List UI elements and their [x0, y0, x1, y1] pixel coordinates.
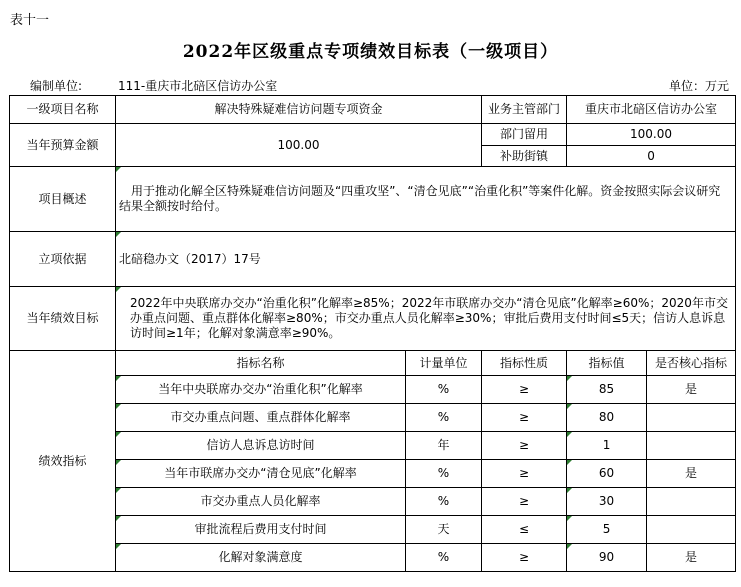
indicator-value: 85	[567, 376, 647, 404]
indicator-value: 60	[567, 460, 647, 488]
row-budget	[10, 124, 736, 146]
row-basis	[10, 232, 736, 287]
annual-goal-value: 2022年中央联席办交办“治重化积”化解率≥85%；2022年市联席办交办“清仓见底”化解率≥60%；2020年市交办重点问题、重点群体化解率≥80%；市交办重点人员化解率≥30%；审批后费用支付时间≤5天；信访人息诉息访时间≥1年；化解对象满意率≥90%。	[116, 287, 736, 351]
column-header-name: 指标名称	[116, 351, 406, 376]
indicator-unit: %	[406, 376, 482, 404]
indicator-value: 30	[567, 488, 647, 516]
indicator-nature: ≥	[482, 488, 567, 516]
indicator-value: 90	[567, 544, 647, 572]
indicator-name: 信访人息诉息访时间	[116, 432, 406, 460]
table-row	[10, 432, 736, 460]
row-project-name	[10, 96, 736, 124]
indicator-name: 市交办重点人员化解率	[116, 488, 406, 516]
subsidy-label: 补助街镇	[482, 146, 567, 167]
indicator-nature: ≥	[482, 432, 567, 460]
table-row	[10, 516, 736, 544]
compiling-unit-label: 编制单位:	[30, 79, 83, 93]
indicator-value: 1	[567, 432, 647, 460]
indicator-section-label: 绩效指标	[10, 351, 116, 572]
indicator-nature: ≥	[482, 544, 567, 572]
indicator-nature: ≥	[482, 376, 567, 404]
overview-label: 项目概述	[10, 167, 116, 232]
indicator-name: 当年中央联席办交办“治重化积”化解率	[116, 376, 406, 404]
table-number: 表十一	[10, 13, 50, 28]
table-row	[10, 460, 736, 488]
indicator-header-row	[10, 351, 736, 376]
basis-label: 立项依据	[10, 232, 116, 287]
indicator-nature: ≥	[482, 404, 567, 432]
table-row	[10, 376, 736, 404]
indicator-core	[647, 432, 736, 460]
indicator-value: 5	[567, 516, 647, 544]
compiling-unit-value: 111-重庆市北碚区信访办公室	[118, 79, 278, 93]
table-row	[10, 488, 736, 516]
project-name-value: 解决特殊疑难信访问题专项资金	[116, 96, 482, 124]
money-unit: 单位：万元	[668, 79, 729, 93]
department-value: 重庆市北碚区信访办公室	[567, 96, 736, 124]
indicator-name: 审批流程后费用支付时间	[116, 516, 406, 544]
indicator-core	[647, 488, 736, 516]
indicator-core	[647, 404, 736, 432]
indicator-unit: %	[406, 544, 482, 572]
row-overview	[10, 167, 736, 232]
indicator-unit: %	[406, 488, 482, 516]
indicator-value: 80	[567, 404, 647, 432]
table-row	[10, 544, 736, 572]
dept-reserve-label: 部门留用	[482, 124, 567, 146]
indicator-unit: 天	[406, 516, 482, 544]
column-header-unit: 计量单位	[406, 351, 482, 376]
indicator-nature: ≥	[482, 460, 567, 488]
page-title: 2022年区级重点专项绩效目标表（一级项目）	[182, 42, 559, 62]
performance-goal-table	[9, 95, 736, 572]
column-header-core: 是否核心指标	[647, 351, 736, 376]
column-header-nature: 指标性质	[482, 351, 567, 376]
indicator-core	[647, 516, 736, 544]
subsidy-value: 0	[567, 146, 736, 167]
department-label: 业务主管部门	[482, 96, 567, 124]
column-header-value: 指标值	[567, 351, 647, 376]
indicator-nature: ≤	[482, 516, 567, 544]
indicator-core: 是	[647, 544, 736, 572]
dept-reserve-value: 100.00	[567, 124, 736, 146]
basis-value: 北碚稳办文（2017）17号	[116, 232, 736, 287]
project-name-label: 一级项目名称	[10, 96, 116, 124]
indicator-unit: 年	[406, 432, 482, 460]
indicator-name: 当年市联席办交办“清仓见底”化解率	[116, 460, 406, 488]
indicator-core: 是	[647, 460, 736, 488]
budget-value: 100.00	[116, 124, 482, 167]
indicator-name: 化解对象满意度	[116, 544, 406, 572]
indicator-core: 是	[647, 376, 736, 404]
indicator-name: 市交办重点问题、重点群体化解率	[116, 404, 406, 432]
indicator-unit: %	[406, 404, 482, 432]
annual-goal-label: 当年绩效目标	[10, 287, 116, 351]
row-annual-goal	[10, 287, 736, 351]
table-row	[10, 404, 736, 432]
indicator-unit: %	[406, 460, 482, 488]
overview-value: 用于推动化解全区特殊疑难信访问题及“四重攻坚”、“清仓见底”“治重化积”等案件化解。资金按照实际会议研究结果全额按时给付。	[116, 167, 736, 232]
budget-label: 当年预算金额	[10, 124, 116, 167]
